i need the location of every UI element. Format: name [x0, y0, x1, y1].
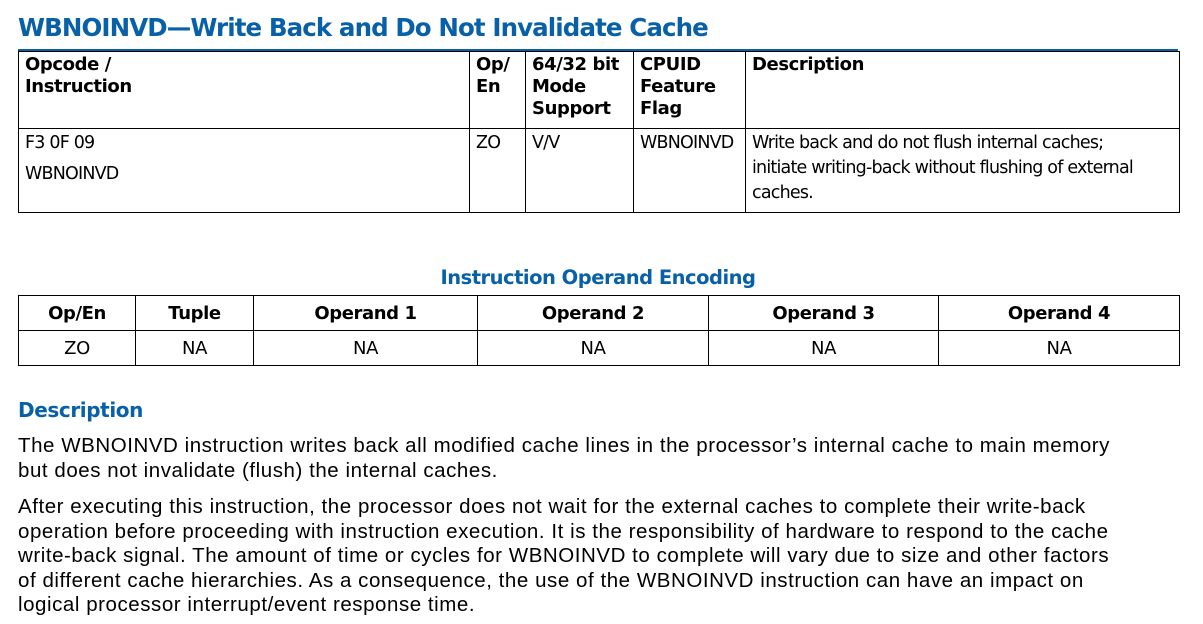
paragraph-line: logical processor interrupt/event response time. — [18, 593, 476, 616]
cell-cpuid-flag — [634, 129, 746, 213]
encoding-row — [19, 331, 1180, 366]
paragraph-line: of different cache hierarchies. As a consequence, the use of the WBNOINVD instruction can have an impact on — [18, 568, 1084, 592]
cell-operand-1: NA — [254, 331, 478, 366]
cell-mode-support — [526, 129, 634, 213]
header-text: Feature — [640, 76, 716, 97]
header-text: Flag — [640, 98, 682, 119]
description-line: initiate writing-back without flushing of external — [752, 158, 1133, 178]
encoding-table-title: Instruction Operand Encoding — [440, 266, 756, 289]
header-text: CPUID — [640, 54, 701, 75]
paragraph-line: write-back signal. The amount of time or cycles for WBNOINVD to complete will vary due to size and other factors — [18, 544, 1110, 567]
paragraph-line: operation before proceeding with instruction execution. It is the responsibility of hardware to respond to the cache — [18, 519, 1109, 543]
header-opcode-instruction — [19, 52, 470, 129]
header-operand-1: Operand 1 — [254, 296, 478, 331]
opcode-table-header-row — [19, 52, 1180, 129]
cell-description — [746, 129, 1180, 213]
opcode-table-row — [19, 129, 1180, 213]
paragraph-line: but does not invalidate (flush) the internal caches. — [18, 458, 498, 482]
cell-op-en: ZO — [19, 331, 136, 366]
header-text: En — [476, 76, 501, 97]
cell-op-en — [470, 129, 526, 213]
description-paragraph-2 — [18, 495, 1188, 618]
header-text: Support — [532, 98, 611, 119]
description-line: caches. — [752, 183, 813, 203]
header-mode-support — [526, 52, 634, 129]
encoding-table — [18, 295, 1180, 366]
description-line: Write back and do not flush internal caches; — [752, 133, 1104, 153]
cell-operand-2: NA — [478, 331, 709, 366]
header-operand-3: Operand 3 — [709, 296, 939, 331]
header-operand-2: Operand 2 — [478, 296, 709, 331]
mode-value: V/V — [532, 133, 560, 153]
cpuid-value: WBNOINVD — [640, 133, 734, 153]
header-op-en: Op/En — [19, 296, 136, 331]
header-text: 64/32 bit — [532, 54, 619, 75]
page-title: WBNOINVD—Write Back and Do Not Invalidate Cache — [18, 13, 708, 42]
opcode-table — [18, 51, 1180, 213]
header-op-en — [470, 52, 526, 129]
paragraph-line: After executing this instruction, the processor does not wait for the external caches to complete their write-back — [18, 495, 1086, 518]
cell-operand-3: NA — [709, 331, 939, 366]
description-paragraph-1 — [18, 434, 1188, 483]
header-text: Opcode / — [25, 54, 111, 75]
header-tuple: Tuple — [136, 296, 254, 331]
paragraph-line: The WBNOINVD instruction writes back all modified cache lines in the processor’s internal cache to main memory — [18, 434, 1110, 457]
cell-opcode-instruction — [19, 129, 470, 213]
cell-operand-4: NA — [939, 331, 1180, 366]
encoding-header-row — [19, 296, 1180, 331]
header-text: Description — [752, 54, 865, 75]
op-en-value: ZO — [476, 133, 501, 153]
header-text: Op/ — [476, 54, 510, 75]
header-text: Instruction — [25, 76, 132, 97]
header-cpuid-flag — [634, 52, 746, 129]
header-text: Mode — [532, 76, 586, 97]
instruction-text: WBNOINVD — [25, 164, 119, 184]
header-operand-4: Operand 4 — [939, 296, 1180, 331]
cell-tuple: NA — [136, 331, 254, 366]
opcode-text: F3 0F 09 — [25, 133, 95, 153]
header-description — [746, 52, 1180, 129]
description-heading: Description — [18, 398, 143, 422]
